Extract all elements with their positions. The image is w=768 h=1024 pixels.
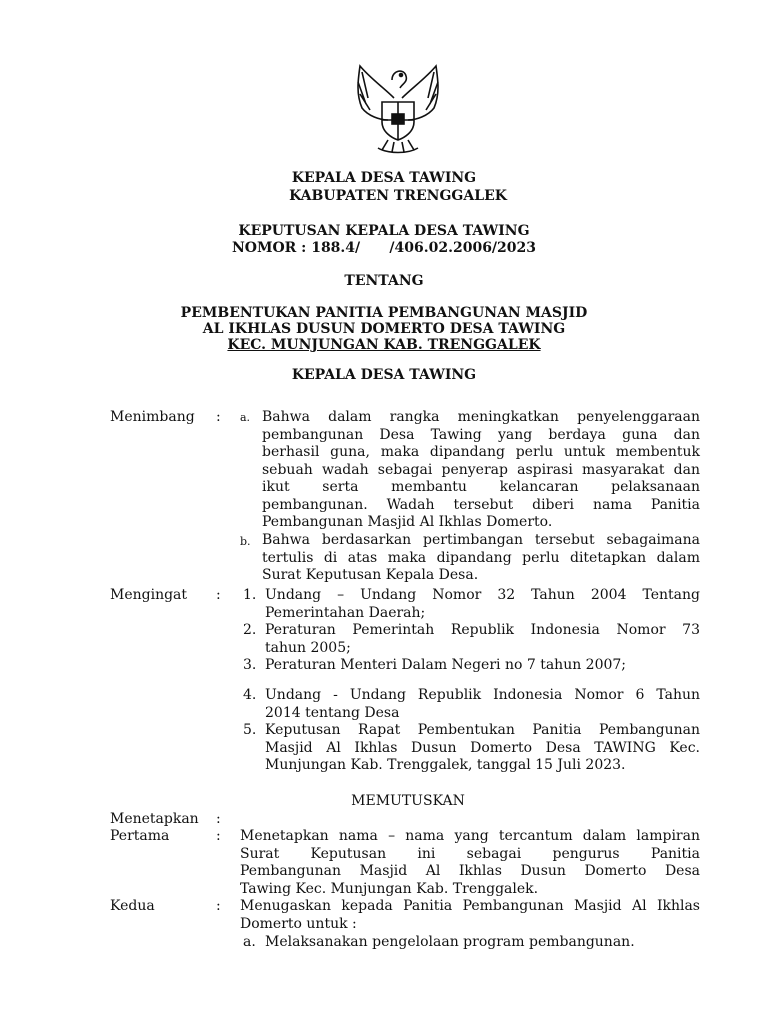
authority-heading: KEPALA DESA TAWING: [291, 367, 477, 383]
text-line: Surat Keputusan Kepala Desa.: [262, 567, 479, 583]
subject-line-2: AL IKHLAS DUSUN DOMERTO DESA TAWING: [202, 321, 566, 337]
menetapkan-label: Menetapkan: [110, 811, 199, 827]
menimbang-marker-a: a.: [240, 411, 251, 424]
text-line: Bahwa dalam rangka meningkatkan penyelenggaraan: [262, 409, 700, 425]
mengingat-colon: :: [216, 587, 221, 603]
mengingat-label: Mengingat: [110, 587, 188, 603]
garuda-emblem-icon: [348, 58, 448, 156]
header-line-2: KABUPATEN TRENGGALEK: [289, 188, 507, 204]
decree-number: NOMOR : 188.4/ /406.02.2006/2023: [231, 240, 537, 256]
mengingat-item-3: [265, 657, 700, 675]
kedua-text: [240, 898, 700, 933]
text-line: sebuah wadah sebagai penyerap aspirasi masyarakat dan: [262, 461, 700, 478]
text-line: berhasil guna, maka dipandang perlu untuk membentuk: [262, 444, 700, 460]
text-line: Pemerintahan Daerah;: [265, 604, 426, 621]
text-line: Masjid Al Ikhlas Dusun Domerto Desa TAWING Kec.: [265, 739, 700, 756]
kedua-sub-marker: a.: [243, 934, 256, 950]
menimbang-item-b: [262, 532, 700, 585]
mengingat-item-5: [265, 722, 700, 775]
pertama-label: Pertama: [110, 828, 170, 844]
text-line: Domerto untuk :: [240, 915, 357, 932]
menimbang-colon: :: [216, 409, 221, 425]
mengingat-marker-3: 3.: [243, 657, 257, 673]
text-line: Tawing Kec. Munjungan Kab. Trenggalek.: [240, 880, 539, 897]
memutuskan-heading: MEMUTUSKAN: [351, 793, 465, 809]
header-line-1: KEPALA DESA TAWING: [291, 170, 477, 186]
kedua-sub-text: Melaksanakan pengelolaan program pembangunan.: [265, 934, 635, 950]
text-line: ikut serta membantu kelancaran pelaksanaan: [262, 479, 700, 495]
text-line: Pembangunan Masjid Al Ikhlas Domerto.: [262, 514, 553, 530]
mengingat-item-1: [265, 587, 700, 622]
kedua-colon: :: [216, 898, 221, 914]
text-line: Undang – Undang Nomor 32 Tahun 2004 Tentang: [265, 587, 700, 603]
subject-line-1: PEMBENTUKAN PANITIA PEMBANGUNAN MASJID: [180, 305, 588, 321]
text-line: pembangunan. Wadah tersebut diberi nama Panitia: [262, 496, 700, 513]
text-line: Menetapkan nama – nama yang tercantum dalam lampiran: [240, 828, 700, 844]
text-line: pembangunan Desa Tawing yang berdaya guna dan: [262, 426, 700, 443]
text-line: Keputusan Rapat Pembentukan Panitia Pembangunan: [265, 722, 700, 738]
text-line: Peraturan Menteri Dalam Negeri no 7 tahun 2007;: [265, 657, 627, 673]
text-line: Bahwa berdasarkan pertimbangan tersebut sebagaimana: [262, 532, 700, 548]
pertama-text: [240, 828, 700, 898]
menimbang-label: Menimbang: [110, 409, 195, 425]
mengingat-item-2: [265, 622, 700, 657]
about-heading: TENTANG: [344, 273, 424, 289]
text-line: Munjungan Kab. Trenggalek, tanggal 15 Juli 2023.: [265, 757, 626, 773]
subject-line-3: KEC. MUNJUNGAN KAB. TRENGGALEK: [227, 337, 541, 353]
kedua-label: Kedua: [110, 898, 155, 914]
mengingat-marker-5: 5.: [243, 722, 257, 738]
mengingat-marker-4: 4.: [243, 687, 257, 703]
text-line: Menugaskan kepada Panitia Pembangunan Masjid Al Ikhlas: [240, 898, 700, 914]
pertama-colon: :: [216, 828, 221, 844]
text-line: Pembangunan Masjid Al Ikhlas Dusun Domerto Desa: [240, 863, 700, 879]
mengingat-marker-1: 1.: [243, 587, 257, 603]
menimbang-marker-b: b.: [240, 535, 251, 548]
text-line: Surat Keputusan ini sebagai pengurus Panitia: [240, 845, 700, 862]
menetapkan-colon: :: [216, 811, 221, 827]
menimbang-item-a: [262, 409, 700, 532]
text-line: 2014 tentang Desa: [265, 704, 400, 721]
text-line: tertulis di atas maka dipandang perlu ditetapkan dalam: [262, 549, 700, 566]
mengingat-marker-2: 2.: [243, 622, 257, 638]
decree-title: KEPUTUSAN KEPALA DESA TAWING: [238, 223, 530, 239]
text-line: Peraturan Pemerintah Republik Indonesia Nomor 73: [265, 622, 700, 638]
mengingat-item-4: [265, 687, 700, 722]
text-line: tahun 2005;: [265, 639, 351, 656]
text-line: Undang - Undang Republik Indonesia Nomor 6 Tahun: [265, 687, 700, 703]
